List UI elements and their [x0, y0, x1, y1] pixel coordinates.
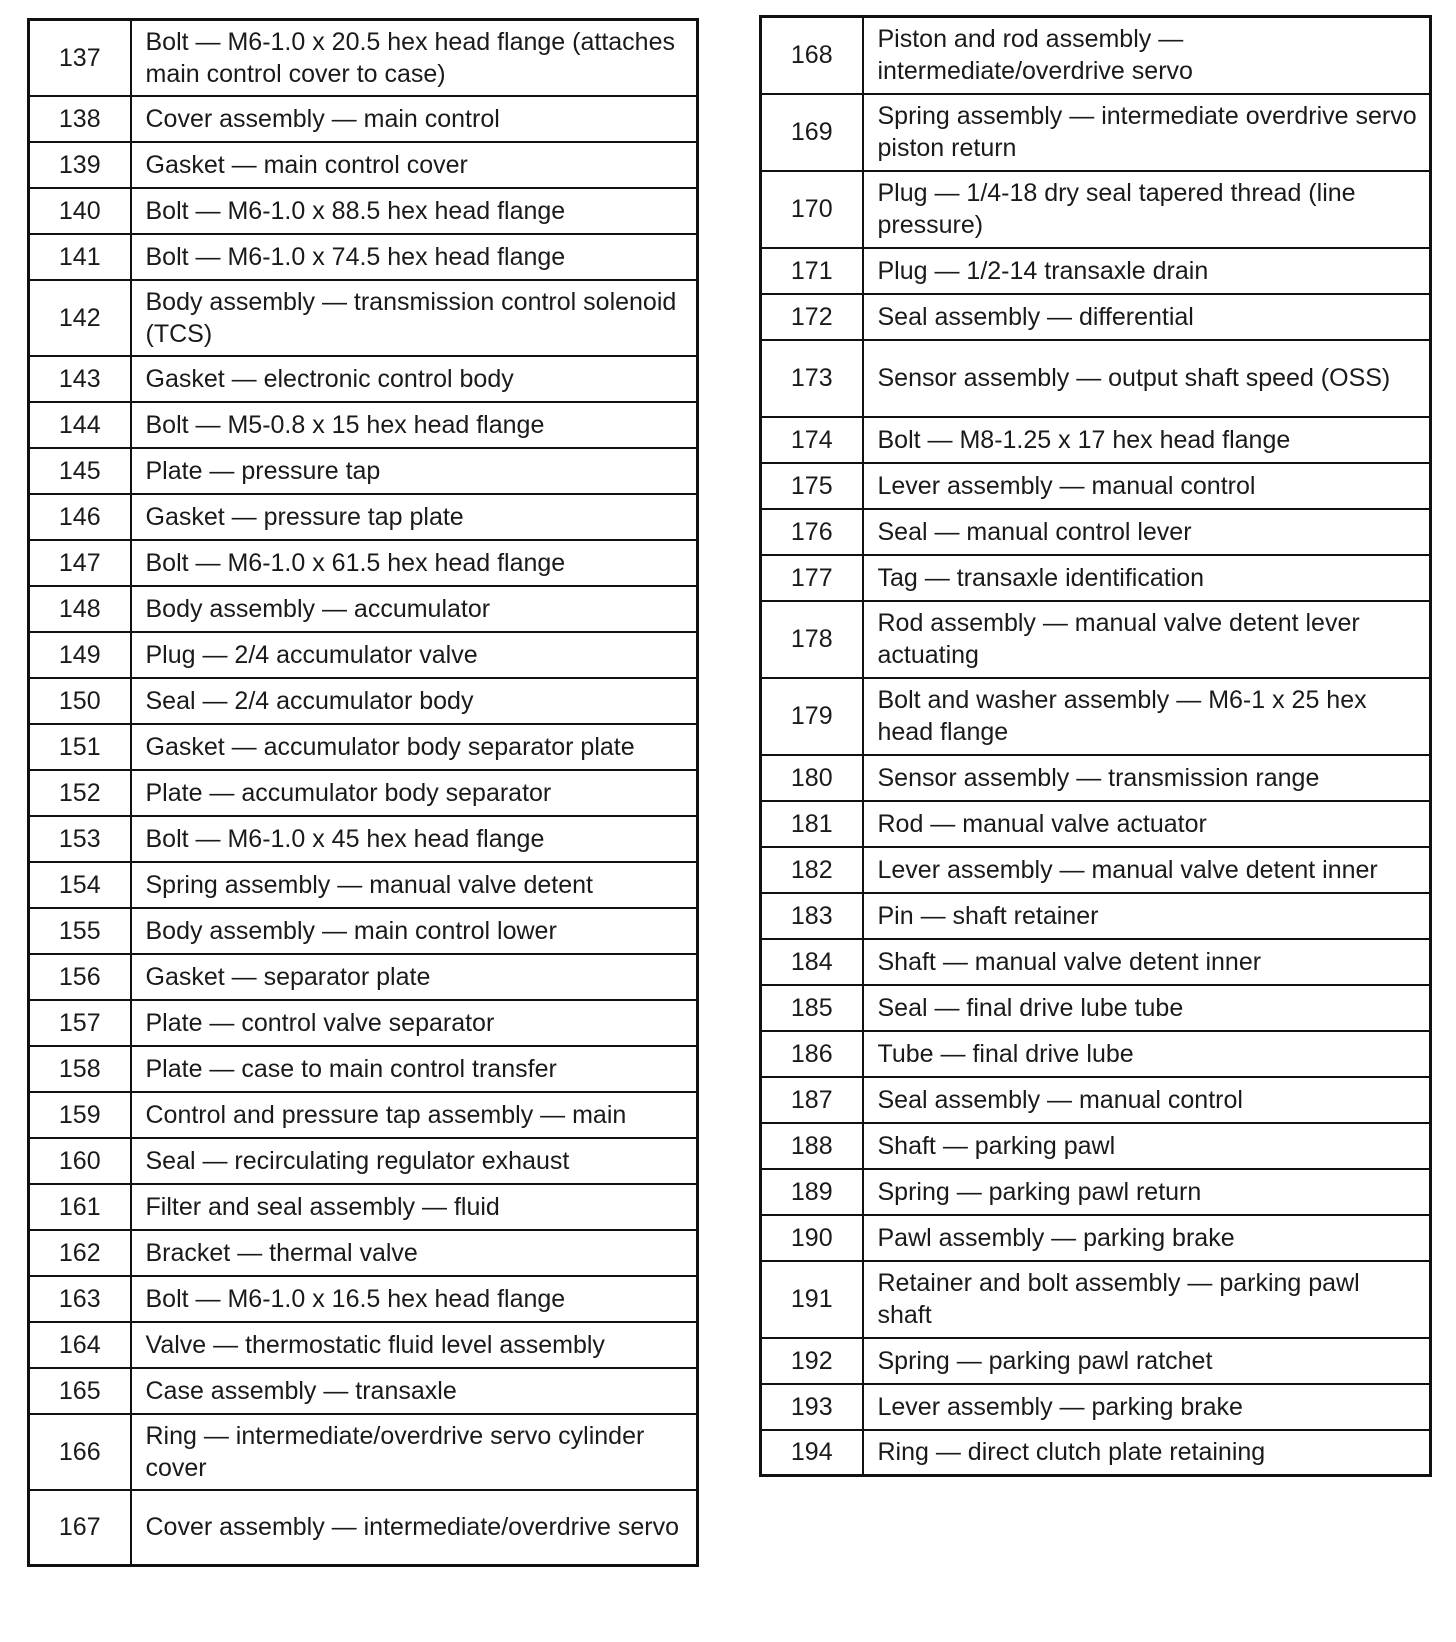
part-description: Cover assembly — intermediate/overdrive servo — [131, 1490, 698, 1566]
part-row — [29, 448, 698, 494]
part-description: Pin — shaft retainer — [863, 893, 1431, 939]
part-description: Gasket — main control cover — [131, 142, 698, 188]
part-number: 148 — [29, 586, 131, 632]
part-row — [761, 94, 1431, 171]
part-number: 183 — [761, 893, 863, 939]
part-number: 176 — [761, 509, 863, 555]
part-description: Seal — manual control lever — [863, 509, 1431, 555]
part-number: 188 — [761, 1123, 863, 1169]
part-number: 153 — [29, 816, 131, 862]
part-row — [29, 142, 698, 188]
part-row — [29, 280, 698, 356]
part-number: 142 — [29, 280, 131, 356]
part-description: Sensor assembly — output shaft speed (OSS) — [863, 340, 1431, 417]
part-number: 192 — [761, 1338, 863, 1384]
part-number: 138 — [29, 96, 131, 142]
part-number: 155 — [29, 908, 131, 954]
part-description: Valve — thermostatic fluid level assembly — [131, 1322, 698, 1368]
part-row — [761, 17, 1431, 94]
part-row — [761, 893, 1431, 939]
part-number: 156 — [29, 954, 131, 1000]
part-number: 146 — [29, 494, 131, 540]
part-number: 154 — [29, 862, 131, 908]
part-row — [29, 402, 698, 448]
part-number: 172 — [761, 294, 863, 340]
part-row — [29, 632, 698, 678]
part-row — [761, 463, 1431, 509]
part-description: Bolt — M6-1.0 x 74.5 hex head flange — [131, 234, 698, 280]
part-number: 186 — [761, 1031, 863, 1077]
part-description: Bolt — M6-1.0 x 16.5 hex head flange — [131, 1276, 698, 1322]
part-number: 165 — [29, 1368, 131, 1414]
part-row — [29, 1368, 698, 1414]
part-row — [761, 340, 1431, 417]
part-row — [29, 188, 698, 234]
part-row — [761, 509, 1431, 555]
part-description: Spring assembly — manual valve detent — [131, 862, 698, 908]
part-number: 167 — [29, 1490, 131, 1566]
part-row — [761, 1077, 1431, 1123]
part-row — [29, 862, 698, 908]
part-row — [761, 1215, 1431, 1261]
part-number: 150 — [29, 678, 131, 724]
part-row — [29, 20, 698, 96]
part-row — [761, 1384, 1431, 1430]
part-description: Ring — intermediate/overdrive servo cylinder cover — [131, 1414, 698, 1490]
part-row — [29, 540, 698, 586]
part-row — [761, 985, 1431, 1031]
part-description: Seal assembly — manual control — [863, 1077, 1431, 1123]
part-number: 163 — [29, 1276, 131, 1322]
part-number: 166 — [29, 1414, 131, 1490]
part-row — [29, 770, 698, 816]
part-number: 152 — [29, 770, 131, 816]
part-number: 139 — [29, 142, 131, 188]
part-description: Shaft — manual valve detent inner — [863, 939, 1431, 985]
part-row — [761, 1338, 1431, 1384]
part-number: 149 — [29, 632, 131, 678]
part-number: 147 — [29, 540, 131, 586]
part-description: Body assembly — main control lower — [131, 908, 698, 954]
part-description: Piston and rod assembly — intermediate/overdrive servo — [863, 17, 1431, 94]
part-description: Bolt — M8-1.25 x 17 hex head flange — [863, 417, 1431, 463]
part-number: 159 — [29, 1092, 131, 1138]
part-number: 141 — [29, 234, 131, 280]
part-description: Plate — pressure tap — [131, 448, 698, 494]
part-description: Plug — 2/4 accumulator valve — [131, 632, 698, 678]
part-row — [29, 816, 698, 862]
part-number: 175 — [761, 463, 863, 509]
parts-table-right-body — [761, 17, 1431, 1476]
part-description: Gasket — separator plate — [131, 954, 698, 1000]
part-number: 170 — [761, 171, 863, 248]
part-row — [29, 678, 698, 724]
parts-table-right — [759, 15, 1432, 1477]
part-description: Plate — accumulator body separator — [131, 770, 698, 816]
part-number: 181 — [761, 801, 863, 847]
part-row — [29, 1414, 698, 1490]
part-row — [761, 1123, 1431, 1169]
part-description: Bolt — M6-1.0 x 61.5 hex head flange — [131, 540, 698, 586]
part-row — [761, 555, 1431, 601]
part-description: Rod assembly — manual valve detent lever actuating — [863, 601, 1431, 678]
part-description: Tag — transaxle identification — [863, 555, 1431, 601]
part-number: 145 — [29, 448, 131, 494]
part-row — [761, 1169, 1431, 1215]
part-row — [761, 755, 1431, 801]
part-number: 164 — [29, 1322, 131, 1368]
part-number: 143 — [29, 356, 131, 402]
part-row — [29, 1046, 698, 1092]
part-number: 174 — [761, 417, 863, 463]
part-row — [761, 801, 1431, 847]
part-number: 144 — [29, 402, 131, 448]
part-description: Spring — parking pawl ratchet — [863, 1338, 1431, 1384]
part-row — [761, 678, 1431, 755]
part-number: 190 — [761, 1215, 863, 1261]
part-description: Rod — manual valve actuator — [863, 801, 1431, 847]
part-description: Control and pressure tap assembly — main — [131, 1092, 698, 1138]
part-row — [761, 939, 1431, 985]
part-row — [29, 1000, 698, 1046]
part-description: Bolt — M5-0.8 x 15 hex head flange — [131, 402, 698, 448]
part-description: Case assembly — transaxle — [131, 1368, 698, 1414]
part-description: Body assembly — accumulator — [131, 586, 698, 632]
part-description: Bolt — M6-1.0 x 20.5 hex head flange (attaches main control cover to case) — [131, 20, 698, 96]
part-row — [761, 294, 1431, 340]
part-row — [761, 847, 1431, 893]
part-row — [761, 1261, 1431, 1338]
part-number: 187 — [761, 1077, 863, 1123]
part-description: Spring — parking pawl return — [863, 1169, 1431, 1215]
part-number: 179 — [761, 678, 863, 755]
part-number: 157 — [29, 1000, 131, 1046]
part-row — [29, 1184, 698, 1230]
part-description: Body assembly — transmission control solenoid (TCS) — [131, 280, 698, 356]
part-row — [29, 494, 698, 540]
part-description: Gasket — pressure tap plate — [131, 494, 698, 540]
part-description: Pawl assembly — parking brake — [863, 1215, 1431, 1261]
part-number: 185 — [761, 985, 863, 1031]
part-row — [29, 96, 698, 142]
part-row — [761, 417, 1431, 463]
part-description: Lever assembly — manual valve detent inner — [863, 847, 1431, 893]
part-description: Plate — case to main control transfer — [131, 1046, 698, 1092]
parts-table-left-body — [29, 20, 698, 1566]
part-description: Plug — 1/4-18 dry seal tapered thread (line pressure) — [863, 171, 1431, 248]
part-number: 161 — [29, 1184, 131, 1230]
part-row — [761, 1031, 1431, 1077]
part-number: 168 — [761, 17, 863, 94]
part-number: 177 — [761, 555, 863, 601]
part-row — [29, 1230, 698, 1276]
part-description: Plate — control valve separator — [131, 1000, 698, 1046]
part-description: Lever assembly — manual control — [863, 463, 1431, 509]
part-description: Shaft — parking pawl — [863, 1123, 1431, 1169]
part-number: 171 — [761, 248, 863, 294]
part-number: 191 — [761, 1261, 863, 1338]
part-number: 162 — [29, 1230, 131, 1276]
part-row — [761, 171, 1431, 248]
part-description: Lever assembly — parking brake — [863, 1384, 1431, 1430]
part-number: 184 — [761, 939, 863, 985]
part-description: Bracket — thermal valve — [131, 1230, 698, 1276]
part-description: Gasket — electronic control body — [131, 356, 698, 402]
part-row — [29, 908, 698, 954]
part-description: Bolt and washer assembly — M6-1 x 25 hex head flange — [863, 678, 1431, 755]
part-row — [761, 248, 1431, 294]
part-description: Bolt — M6-1.0 x 88.5 hex head flange — [131, 188, 698, 234]
part-row — [29, 356, 698, 402]
part-number: 137 — [29, 20, 131, 96]
part-row — [29, 1138, 698, 1184]
part-number: 180 — [761, 755, 863, 801]
parts-table-left — [27, 18, 699, 1567]
part-description: Tube — final drive lube — [863, 1031, 1431, 1077]
part-description: Spring assembly — intermediate overdrive servo piston return — [863, 94, 1431, 171]
part-description: Bolt — M6-1.0 x 45 hex head flange — [131, 816, 698, 862]
part-description: Cover assembly — main control — [131, 96, 698, 142]
part-description: Seal — recirculating regulator exhaust — [131, 1138, 698, 1184]
part-number: 193 — [761, 1384, 863, 1430]
part-row — [29, 1276, 698, 1322]
part-number: 151 — [29, 724, 131, 770]
part-row — [29, 724, 698, 770]
part-description: Seal — 2/4 accumulator body — [131, 678, 698, 724]
part-number: 182 — [761, 847, 863, 893]
part-row — [29, 234, 698, 280]
part-description: Filter and seal assembly — fluid — [131, 1184, 698, 1230]
part-row — [29, 1092, 698, 1138]
part-number: 158 — [29, 1046, 131, 1092]
part-number: 140 — [29, 188, 131, 234]
part-number: 173 — [761, 340, 863, 417]
part-description: Plug — 1/2-14 transaxle drain — [863, 248, 1431, 294]
part-description: Ring — direct clutch plate retaining — [863, 1430, 1431, 1476]
part-row — [29, 1490, 698, 1566]
part-row — [761, 601, 1431, 678]
part-description: Retainer and bolt assembly — parking pawl shaft — [863, 1261, 1431, 1338]
part-number: 194 — [761, 1430, 863, 1476]
part-description: Seal — final drive lube tube — [863, 985, 1431, 1031]
part-row — [29, 586, 698, 632]
part-number: 169 — [761, 94, 863, 171]
part-description: Seal assembly — differential — [863, 294, 1431, 340]
part-row — [29, 954, 698, 1000]
part-description: Sensor assembly — transmission range — [863, 755, 1431, 801]
part-row — [761, 1430, 1431, 1476]
part-number: 160 — [29, 1138, 131, 1184]
part-description: Gasket — accumulator body separator plate — [131, 724, 698, 770]
part-row — [29, 1322, 698, 1368]
part-number: 178 — [761, 601, 863, 678]
part-number: 189 — [761, 1169, 863, 1215]
